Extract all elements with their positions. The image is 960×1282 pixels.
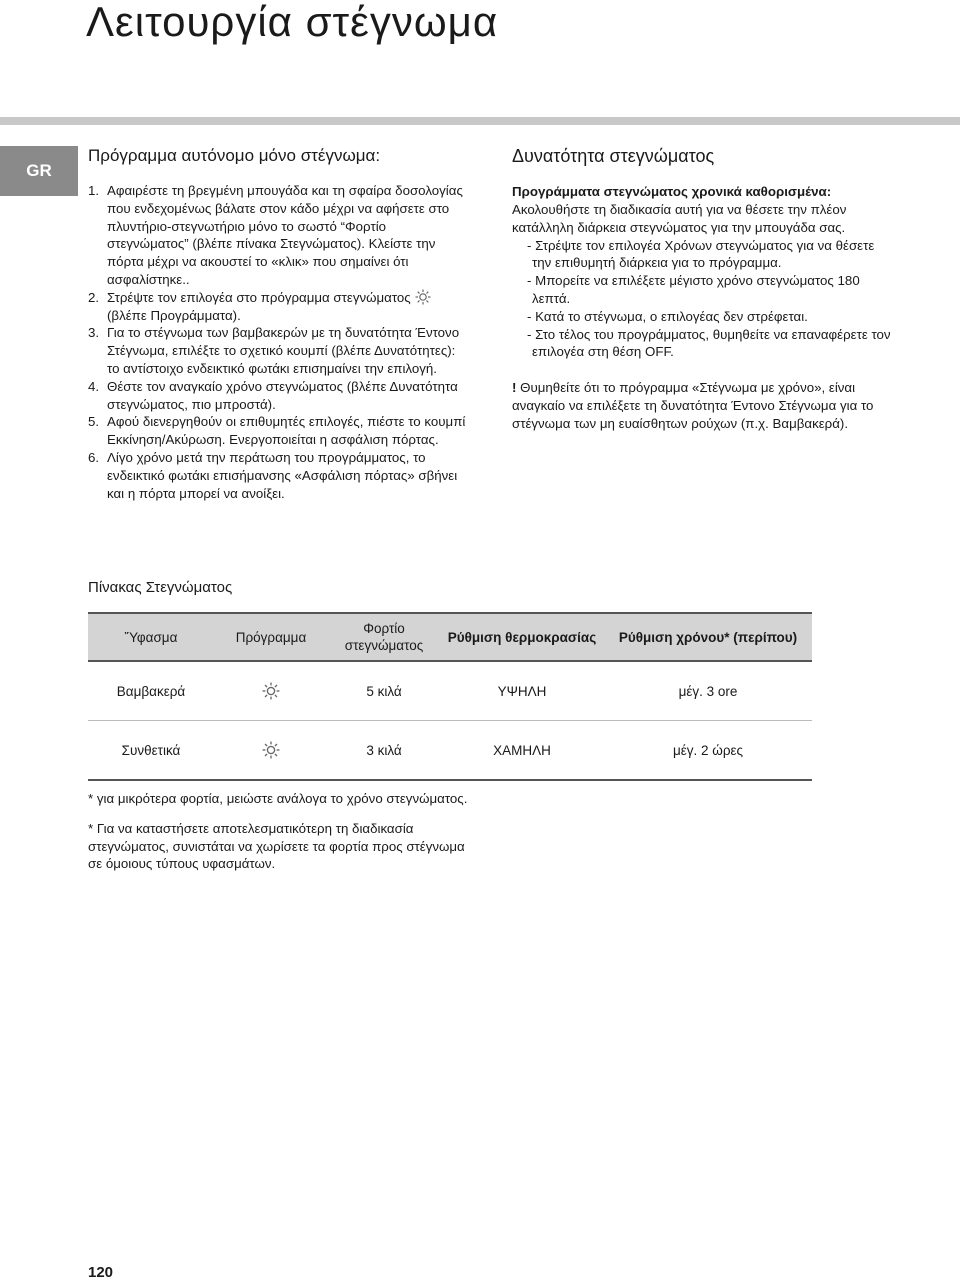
right-list-item: - Στο τέλος του προγράμματος, θυμηθείτε να επαναφέρετε τον επιλογέα στη θέση OFF. xyxy=(527,326,891,360)
cell-temperature: ΧΑΜΗΛΗ xyxy=(440,721,604,781)
language-tab: GR xyxy=(0,146,78,196)
right-list-item: - Στρέψτε τον επιλογέα Χρόνων στεγνώματος για να θέσετε την επιθυμητή διάρκεια για το πρόγραμμα. xyxy=(527,237,875,271)
right-subheading: Προγράμματα στεγνώματος χρονικά καθορισμένα: xyxy=(512,184,832,199)
step-text: Θέστε τον αναγκαίο χρόνο στεγνώματος (βλέπε Δυνατότητα στεγνώματος, πιο μπροστά). xyxy=(107,378,458,412)
warning-mark: ! xyxy=(512,380,517,396)
header-fabric: ῞Υφασμα xyxy=(88,613,214,661)
steps-list xyxy=(88,182,468,502)
page-number: 120 xyxy=(88,1264,114,1281)
footnote: * για μικρότερα φορτία, μειώστε ανάλογα το χρόνο στεγνώματος. xyxy=(88,791,468,806)
cell-time: μέγ. 3 ore xyxy=(604,661,812,721)
right-heading: Δυνατότητα στεγνώματος xyxy=(512,146,715,166)
header-program: Πρόγραμμα xyxy=(214,613,328,661)
step-item xyxy=(88,182,468,289)
warning-note-text: Θυμηθείτε ότι το πρόγραμμα «Στέγνωμα με χρόνο», είναι αναγκαίο να επιλέξετε τη δυνατότητα Έντονο Στέγνωμα για το στέγνωμα των μη ευαίσθητων ρούχων (π.χ. Βαμβακερά). xyxy=(512,380,874,431)
step-text: Στρέψτε τον επιλογέα στο πρόγραμμα στεγνώματος xyxy=(107,289,411,305)
table-row xyxy=(88,661,812,721)
step-text: Για το στέγνωμα των βαμβακερών με τη δυνατότητα Έντονο Στέγνωμα, επιλέξτε το σχετικό κουμπί (βλέπε Δυνατότητες): το αντίστοιχο ενδεικτικό φωτάκι επισημαίνει την επιλογή. xyxy=(107,325,460,376)
left-column xyxy=(88,146,468,502)
step-number: 4. xyxy=(88,378,100,394)
step-item xyxy=(88,378,468,414)
right-column xyxy=(512,146,892,446)
right-list-item: - Κατά το στέγνωμα, ο επιλογέας δεν στρέφεται. xyxy=(527,308,808,324)
drying-table xyxy=(88,612,812,781)
step-number: 3. xyxy=(88,325,100,341)
drying-sun-icon xyxy=(262,682,280,700)
warning-note xyxy=(512,379,892,432)
cell-fabric: Συνθετικά xyxy=(88,721,214,781)
drying-sun-icon xyxy=(415,289,431,305)
cell-temperature: ΥΨΗΛΗ xyxy=(440,661,604,721)
footnote: * Για να καταστήσετε αποτελεσματικότερη τη διαδικασία στεγνώματος, συνιστάται να χωρίσετε τα φορτία προς στέγνωμα σε όμοιους τύπους υφασμάτων. xyxy=(88,820,465,872)
right-list xyxy=(512,237,892,362)
page-title: Λειτουργία στέγνωμα xyxy=(86,0,499,45)
step-item xyxy=(88,324,468,377)
step-item xyxy=(88,449,468,502)
cell-time: μέγ. 2 ώρες xyxy=(604,721,812,781)
step-text: Αφού διενεργηθούν οι επιθυμητές επιλογές, πιέστε το κουμπί Εκκίνηση/Ακύρωση. Ενεργοποιείται η ασφάλιση πόρτας. xyxy=(107,414,466,448)
step-number: 5. xyxy=(88,414,100,430)
step-text: Λίγο χρόνο μετά την περάτωση του προγράμματος, το ενδεικτικό φωτάκι επισήμανσης «Ασφάλιση πόρτας» σβήνει και η πόρτα μπορεί να ανοίξει. xyxy=(107,449,458,501)
cell-program xyxy=(214,721,328,781)
header-time: Ρύθμιση χρόνου* (περίπου) xyxy=(604,613,812,661)
cell-load: 3 κιλά xyxy=(328,721,440,781)
step-number: 6. xyxy=(88,449,100,465)
table-row xyxy=(88,721,812,781)
step-number: 2. xyxy=(88,289,100,305)
right-list-item: - Μπορείτε να επιλέξετε μέγιστο χρόνο στεγνώματος 180 λεπτά. xyxy=(527,273,860,306)
step-item xyxy=(88,289,468,325)
footnotes xyxy=(88,790,468,885)
header-divider xyxy=(0,117,960,125)
left-heading: Πρόγραμμα αυτόνομο μόνο στέγνωμα: xyxy=(88,146,381,165)
step-number: 1. xyxy=(88,183,100,198)
drying-sun-icon xyxy=(262,741,280,759)
step-text-after: (βλέπε Προγράμματα). xyxy=(107,307,241,323)
right-intro: Ακολουθήστε τη διαδικασία αυτή για να θέσετε την πλέον κατάλληλη διάρκεια στεγνώματος για την μπουγάδα σας. xyxy=(512,202,847,235)
step-item xyxy=(88,413,468,449)
table-title: Πίνακας Στεγνώματος xyxy=(88,579,233,596)
header-temperature: Ρύθμιση θερμοκρασίας xyxy=(440,613,604,661)
step-text: Αφαιρέστε τη βρεγμένη μπουγάδα και τη σφαίρα δοσολογίας που ενδεχομένως βάλατε στον κάδο μέχρι να αφήσετε στο πλυντήριο-στεγνωτήριο μόνο το σωστό “Φορτίο στεγνώματος” (βλέπε πίνακα Στεγνώματος). Κλείστε την πόρτα μέχρι να ακουστεί το «κλικ» που σημαίνει ότι ασφαλίστηκε.. xyxy=(107,183,463,287)
table-header-row xyxy=(88,613,812,661)
header-load: Φορτίο στεγνώματος xyxy=(328,613,440,661)
cell-program xyxy=(214,661,328,721)
cell-load: 5 κιλά xyxy=(328,661,440,721)
cell-fabric: Βαμβακερά xyxy=(88,661,214,721)
